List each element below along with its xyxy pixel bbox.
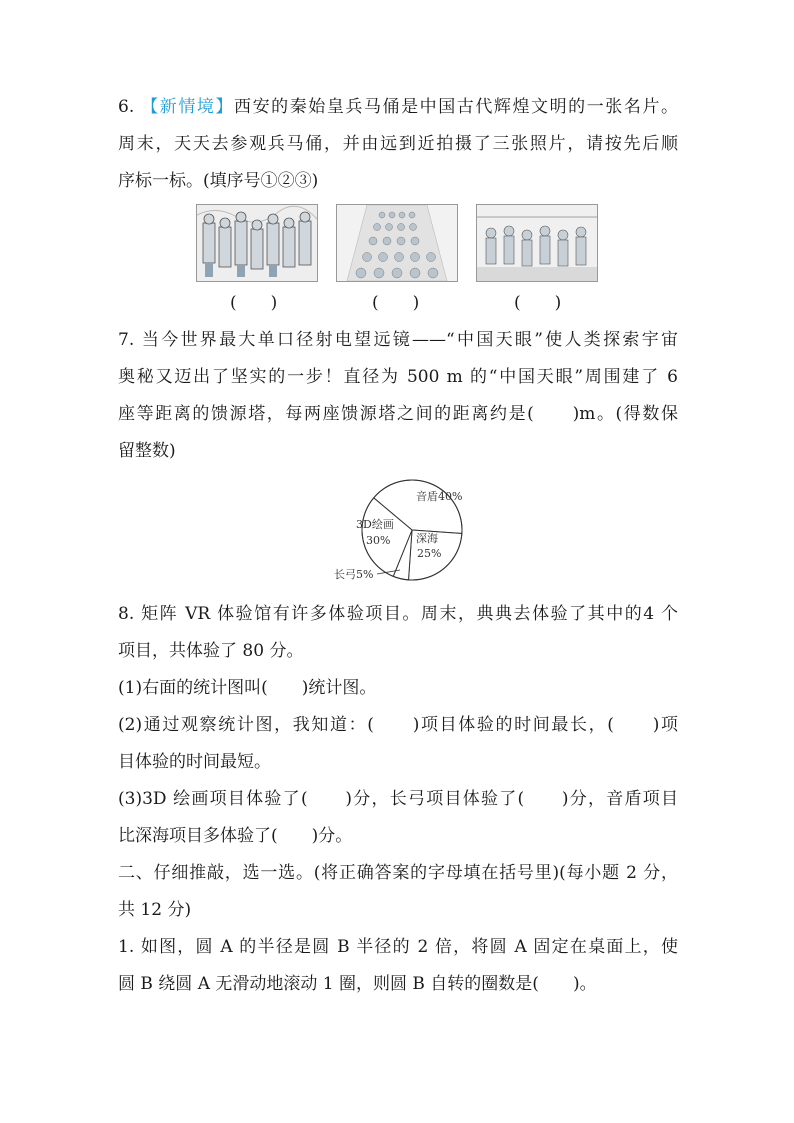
q6-line-2: 周末，天天去参观兵马俑，并由远到近拍摄了三张照片，请按先后顺 xyxy=(118,134,678,154)
terracotta-photo-2 xyxy=(336,204,458,282)
q8-line-2: 项目，共体验了 80 分。 xyxy=(118,641,304,661)
q7-line-4: 留整数) xyxy=(118,441,176,461)
q7-line-3: 座等距离的馈源塔，每两座馈源塔之间的距离约是( )m。(得数保 xyxy=(118,404,678,424)
terracotta-photo-1 xyxy=(196,204,318,282)
q8-sub-3-line-1: (3)3D 绘画项目体验了( )分，长弓项目体验了( )分，音盾项目 xyxy=(118,789,678,809)
pie-percent-3d-painting: 30% xyxy=(366,534,391,547)
q8-sub-1: (1)右面的统计图叫( )统计图。 xyxy=(118,678,377,698)
pie-label-yindun: 音盾40% xyxy=(416,490,463,503)
q8-line-1: 8. 矩阵 VR 体验馆有许多体验项目。周末，典典去体验了其中的4 个 xyxy=(118,604,678,624)
q6-answer-blank-2[interactable]: ( ) xyxy=(372,293,420,313)
terracotta-illustration-3 xyxy=(477,205,597,281)
s2-q1-line-1: 1. 如图，圆 A 的半径是圆 B 半径的 2 倍，将圆 A 固定在桌面上，使 xyxy=(118,937,678,957)
q6-number: 6. xyxy=(118,97,135,117)
terracotta-illustration-2 xyxy=(337,205,457,281)
terracotta-photo-3 xyxy=(476,204,598,282)
terracotta-illustration-1 xyxy=(197,205,317,281)
q7-line-2: 奥秘又迈出了坚实的一步！直径为 500 m 的“中国天眼”周围建了 6 xyxy=(118,367,678,387)
q8-sub-3-line-2: 比深海项目多体验了( )分。 xyxy=(118,826,353,846)
pie-label-changgong: 长弓5% xyxy=(334,568,374,581)
pie-label-shenhai: 深海 xyxy=(416,532,438,545)
q6-line-1 xyxy=(118,96,678,118)
q6-line-1-text: 西安的秦始皇兵马俑是中国古代辉煌文明的一张名片。 xyxy=(234,97,679,117)
pie-chart xyxy=(330,478,470,588)
q6-new-context-tag: 【新情境】 xyxy=(141,97,235,117)
section-2-heading-line-2: 共 12 分) xyxy=(118,900,192,920)
q6-line-3: 序标一标。(填序号①②③) xyxy=(118,171,319,191)
s2-q1-line-2: 圆 B 绕圆 A 无滑动地滚动 1 圈，则圆 B 自转的圈数是( )。 xyxy=(118,974,597,994)
q7-line-1: 7. 当今世界最大单口径射电望远镜——“中国天眼”使人类探索宇宙 xyxy=(118,330,678,350)
pie-percent-shenhai: 25% xyxy=(417,547,442,560)
q6-answer-blank-1[interactable]: ( ) xyxy=(230,293,278,313)
pie-label-3d-painting: 3D绘画 xyxy=(356,518,394,531)
q6-answer-blank-3[interactable]: ( ) xyxy=(514,293,562,313)
section-2-heading: 二、仔细推敲，选一选。(将正确答案的字母填在括号里)(每小题 2 分， xyxy=(118,863,678,883)
q8-sub-2-line-2: 目体验的时间最短。 xyxy=(118,752,271,772)
q8-sub-2-line-1: (2)通过观察统计图，我知道：( )项目体验的时间最长，( )项 xyxy=(118,715,678,735)
